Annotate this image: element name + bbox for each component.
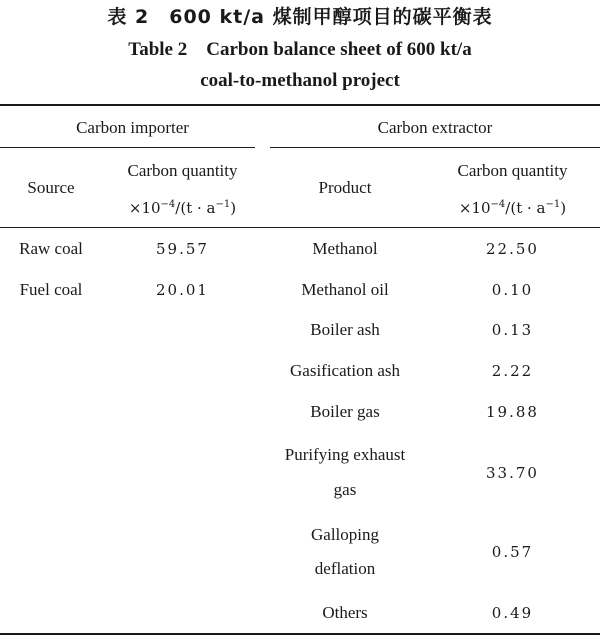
- extractor-product-galloping-deflation: Galloping: [311, 525, 379, 544]
- extractor-product-purifying-exhaust-gas: Purifying exhaust: [284, 445, 406, 464]
- table-caption-en-line1: Table 2 Carbon balance sheet of 600 kt/a: [128, 39, 472, 60]
- group-rule-left: [0, 147, 255, 148]
- extractor-product-others: Others: [322, 603, 368, 622]
- extractor-quantity-methanol: 22.50: [486, 240, 539, 258]
- extractor-product-methanol: Methanol: [312, 239, 378, 258]
- importer-quantity-raw-coal: 59.57: [156, 240, 209, 258]
- extractor-quantity-boiler-gas: 19.88: [486, 403, 539, 421]
- importer-quantity-fuel-coal: 20.01: [156, 281, 209, 299]
- table-caption-cn: 表 2 600 kt/a 煤制甲醇项目的碳平衡表: [107, 6, 493, 28]
- extractor-quantity-others: 0.49: [491, 604, 534, 622]
- header-carbon-importer: Carbon importer: [76, 118, 189, 137]
- header-extractor-unit: $\times 10^{-4}/(t \cdot a^{-1})$: [458, 199, 567, 217]
- extractor-product-boiler-ash: Boiler ash: [310, 320, 380, 339]
- header-importer-quantity: Carbon quantity: [127, 161, 238, 180]
- header-source: Source: [27, 178, 75, 197]
- extractor-quantity-boiler-ash: 0.13: [491, 321, 534, 339]
- extractor-product-gasification-ash: Gasification ash: [290, 361, 400, 380]
- extractor-quantity-galloping-deflation: 0.57: [491, 543, 534, 561]
- header-importer-unit: $\times 10^{-4}/(t \cdot a^{-1})$: [128, 199, 237, 217]
- header-product: Product: [318, 178, 372, 197]
- group-rule-right: [270, 147, 600, 148]
- top-rule: [0, 104, 600, 106]
- importer-source-raw-coal: Raw coal: [19, 239, 83, 258]
- importer-source-fuel-coal: Fuel coal: [19, 280, 83, 299]
- extractor-product-purifying-exhaust-gas-line2: gas: [333, 480, 357, 499]
- extractor-quantity-purifying-exhaust-gas: 33.70: [486, 464, 539, 482]
- header-extractor-quantity: Carbon quantity: [457, 161, 568, 180]
- header-carbon-extractor: Carbon extractor: [377, 118, 493, 137]
- extractor-quantity-methanol-oil: 0.10: [491, 281, 534, 299]
- extractor-product-galloping-deflation-line2: deflation: [314, 559, 376, 578]
- extractor-quantity-gasification-ash: 2.22: [491, 362, 534, 380]
- table-caption-en-line2: coal-to-methanol project: [200, 70, 400, 91]
- extractor-product-methanol-oil: Methanol oil: [301, 280, 389, 299]
- header-rule: [0, 227, 600, 228]
- extractor-product-boiler-gas: Boiler gas: [310, 402, 380, 421]
